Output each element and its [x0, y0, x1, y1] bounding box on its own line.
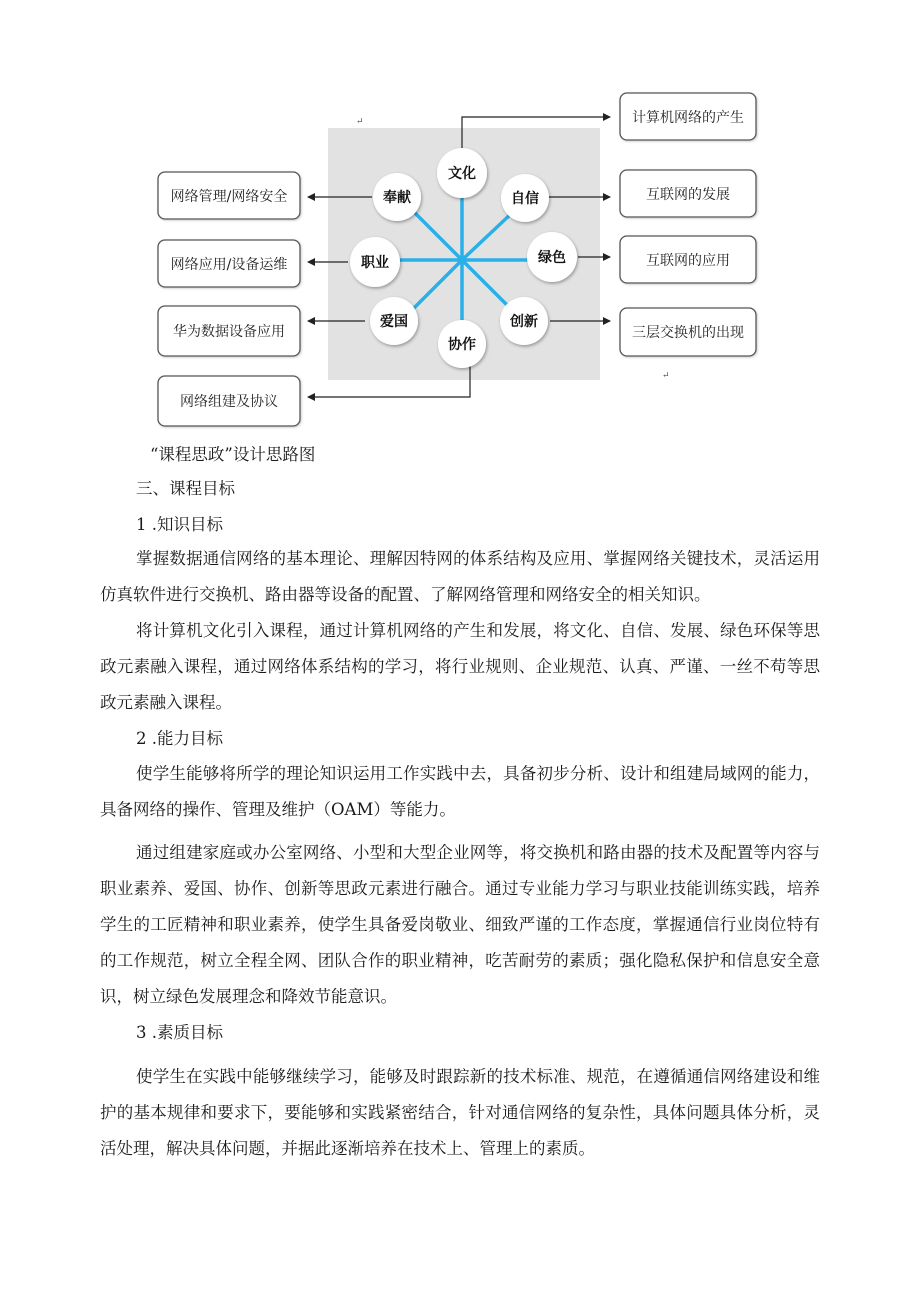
node-top	[437, 148, 487, 198]
left-box-4	[158, 376, 300, 426]
left-box-3-label: 华为数据设备应用	[173, 324, 285, 340]
diagram-caption: “课程思政”设计思路图	[150, 445, 316, 464]
return-mark-right: ↵	[662, 371, 670, 381]
node-bottom-right-label: 创新	[510, 314, 538, 330]
node-top-right-label: 自信	[511, 191, 539, 207]
left-box-1-label: 网络管理/网络安全	[170, 189, 288, 205]
node-right	[527, 232, 577, 282]
section-heading: 三、课程目标	[136, 479, 235, 498]
right-box-4-label: 三层交换机的出现	[632, 325, 744, 341]
left-boxes	[158, 172, 300, 426]
node-bottom	[438, 320, 486, 368]
node-top-left	[373, 173, 421, 221]
right-box-3	[620, 236, 756, 283]
course-ideology-diagram	[0, 0, 920, 440]
goal-2-paragraph-2: 通过组建家庭或办公室网络、小型和大型企业网等，将交换机和路由器的技术及配置等内容与职业素养、爱国、协作、创新等思政元素进行融合。通过专业能力学习与职业技能训练实践，培养学生的工匠精神和职业素养，使学生具备爱岗敬业、细致严谨的工作态度，掌握通信行业岗位特有的工作规范，树立全程全网、团队合作的职业精神，吃苦耐劳的素质；强化隐私保护和信息安全意识，树立绿色发展理念和降效节能意识。	[100, 843, 820, 1006]
right-box-1	[620, 93, 756, 140]
node-right-label: 绿色	[538, 250, 566, 266]
left-box-1	[158, 172, 300, 219]
node-top-left-label: 奉献	[383, 190, 411, 206]
node-left	[350, 237, 400, 287]
left-box-4-label: 网络组建及协议	[180, 394, 278, 410]
right-box-1-label: 计算机网络的产生	[632, 110, 744, 126]
left-box-3	[158, 306, 300, 356]
goal-1-paragraph-2: 将计算机文化引入课程，通过计算机网络的产生和发展，将文化、自信、发展、绿色环保等思政元素融入课程，通过网络体系结构的学习，将行业规则、企业规范、认真、严谨、一丝不苟等思政元素融入课程。	[100, 621, 820, 712]
goal-3-paragraph-1: 使学生在实践中能够继续学习，能够及时跟踪新的技术标准、规范，在遵循通信网络建设和维护的基本规律和要求下，要能够和实践紧密结合，针对通信网络的复杂性，具体问题具体分析，灵活处理，解决具体问题，并据此逐渐培养在技术上、管理上的素质。	[100, 1067, 820, 1158]
right-box-2	[620, 170, 756, 217]
goal-2-paragraph-1: 使学生能够将所学的理论知识运用工作实践中去，具备初步分析、设计和组建局域网的能力，具备网络的操作、管理及维护（OAM）等能力。	[100, 764, 820, 819]
goal-3-heading: 3 .素质目标	[136, 1023, 223, 1042]
node-top-label: 文化	[448, 166, 476, 182]
node-left-label: 职业	[361, 255, 389, 271]
left-box-2-label: 网络应用/设备运维	[170, 257, 288, 273]
node-bottom-left-label: 爱国	[380, 314, 408, 330]
return-mark-top: ↵	[356, 117, 364, 127]
goal-1-heading: 1 .知识目标	[136, 515, 223, 534]
right-box-2-label: 互联网的发展	[646, 187, 730, 203]
right-box-3-label: 互联网的应用	[646, 253, 730, 269]
right-boxes	[620, 93, 756, 356]
node-top-right	[501, 174, 549, 222]
node-bottom-left	[370, 297, 418, 345]
left-box-2	[158, 240, 300, 287]
node-bottom-label: 协作	[448, 337, 476, 353]
node-bottom-right	[500, 297, 548, 345]
goal-1-paragraph-1: 掌握数据通信网络的基本理论、理解因特网的体系结构及应用、掌握网络关键技术，灵活运用仿真软件进行交换机、路由器等设备的配置、了解网络管理和网络安全的相关知识。	[100, 549, 820, 604]
right-box-4	[620, 308, 756, 356]
goal-2-heading: 2 .能力目标	[136, 729, 223, 748]
